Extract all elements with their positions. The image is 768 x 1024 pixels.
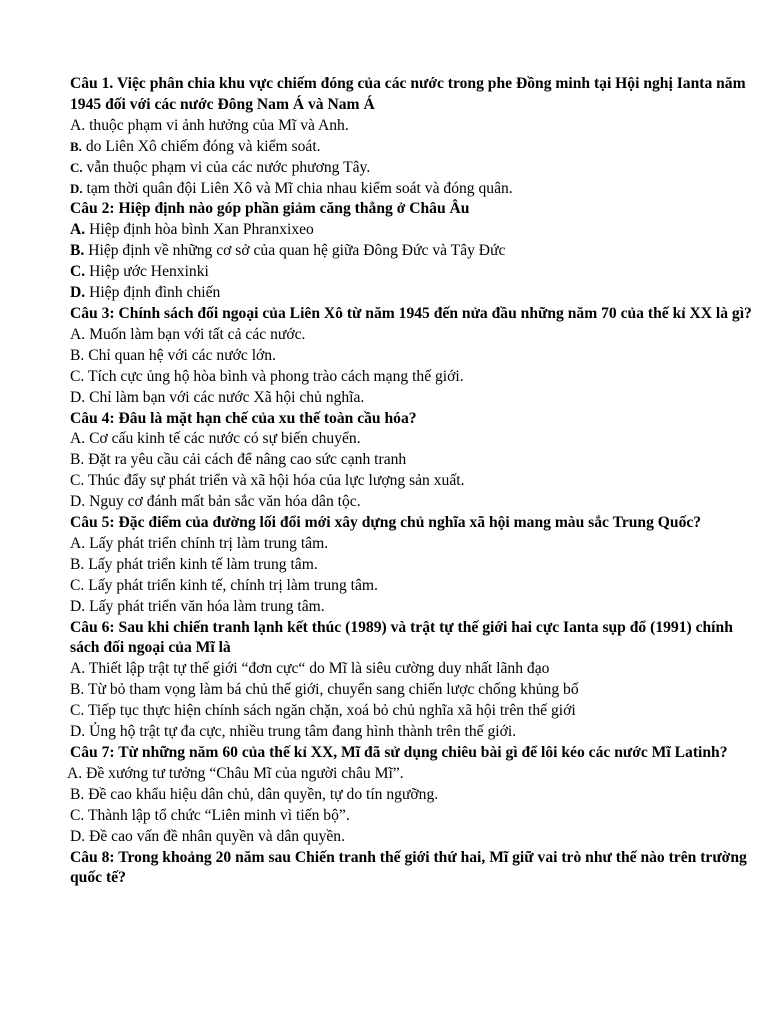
question-4-text: Câu 4: Đâu là mặt hạn chế của xu thế toàn cầu hóa? xyxy=(70,409,417,427)
question-2-option-b: B. Hiệp định về những cơ sở của quan hệ giữa Đông Đức và Tây Đức xyxy=(70,242,506,260)
question-2-option-c: C. Hiệp ước Henxinki xyxy=(70,263,209,281)
question-1-text: Câu 1. Việc phân chia khu vực chiếm đóng của các nước trong phe Đồng minh tại Hội nghị Ianta năm 1945 đối với các nước Đông Nam Á và Nam Á xyxy=(70,75,746,113)
question-5-text: Câu 5: Đặc điểm của đường lối đổi mới xây dựng chủ nghĩa xã hội mang màu sắc Trung Quốc? xyxy=(70,514,702,532)
question-5 xyxy=(70,513,752,618)
question-3-option-b: B. Chỉ quan hệ với các nước lớn. xyxy=(70,346,276,364)
question-7-option-d: D. Đề cao vấn đề nhân quyền và dân quyền. xyxy=(70,827,345,845)
question-5-option-b: B. Lấy phát triển kinh tế làm trung tâm. xyxy=(70,555,318,573)
question-5-option-a: A. Lấy phát triển chính trị làm trung tâm. xyxy=(70,534,329,552)
question-3-option-a: A. Muốn làm bạn với tất cả các nước. xyxy=(70,325,306,343)
question-6-option-a: A. Thiết lập trật tự thế giới “đơn cực“ do Mĩ là siêu cường duy nhất lãnh đạo xyxy=(70,660,550,678)
question-8 xyxy=(70,848,752,890)
question-1-option-d: D. tạm thời quân đội Liên Xô và Mĩ chia nhau kiểm soát và đóng quân. xyxy=(70,179,513,197)
question-4-option-c: C. Thúc đẩy sự phát triển và xã hội hóa của lực lượng sản xuất. xyxy=(70,472,465,490)
question-6-option-b: B. Từ bỏ tham vọng làm bá chủ thế giới, chuyển sang chiến lược chống khủng bố xyxy=(70,681,579,699)
question-1-option-b: B. do Liên Xô chiếm đóng và kiểm soát. xyxy=(70,137,321,155)
question-3-option-d: D. Chỉ làm bạn với các nước Xã hội chủ nghĩa. xyxy=(70,388,365,406)
question-2-option-a: A. Hiệp định hòa bình Xan Phranxixeo xyxy=(70,221,314,239)
question-3 xyxy=(70,304,752,409)
question-4 xyxy=(70,409,752,514)
question-6-text: Câu 6: Sau khi chiến tranh lạnh kết thúc (1989) và trật tự thế giới hai cực Ianta sụp đổ (1991) chính sách đối ngoại của Mĩ là xyxy=(70,618,733,657)
question-2-text: Câu 2: Hiệp định nào góp phần giảm căng thẳng ở Châu Âu xyxy=(70,200,470,218)
question-6 xyxy=(70,618,752,743)
exam-document xyxy=(67,74,752,889)
question-3-option-c: C. Tích cực ủng hộ hòa bình và phong trào cách mạng thế giới. xyxy=(70,367,464,385)
question-1-option-c: C. vẫn thuộc phạm vi của các nước phương Tây. xyxy=(70,158,371,176)
question-2 xyxy=(70,199,752,304)
question-6-option-d: D. Ủng hộ trật tự đa cực, nhiều trung tâm đang hình thành trên thế giới. xyxy=(70,723,517,741)
question-8-text: Câu 8: Trong khoảng 20 năm sau Chiến tranh thế giới thứ hai, Mĩ giữ vai trò như thế nào trên trường quốc tế? xyxy=(70,848,747,887)
question-1 xyxy=(70,74,752,199)
question-3-text: Câu 3: Chính sách đối ngoại của Liên Xô từ năm 1945 đến nửa đầu những năm 70 của thế kỉ XX là gì? xyxy=(70,304,752,322)
question-5-option-d: D. Lấy phát triển văn hóa làm trung tâm. xyxy=(70,597,325,615)
question-7-option-b: B. Đề cao khẩu hiệu dân chủ, dân quyền, tự do tín ngưỡng. xyxy=(70,785,439,803)
question-4-option-a: A. Cơ cấu kinh tế các nước có sự biến chuyển. xyxy=(70,430,361,448)
question-7-option-c: C. Thành lập tổ chức “Liên minh vì tiến bộ”. xyxy=(70,806,350,824)
question-7-option-a: A. Đề xướng tư tưởng “Châu Mĩ của người châu Mĩ”. xyxy=(67,764,404,782)
question-6-option-c: C. Tiếp tục thực hiện chính sách ngăn chặn, xoá bỏ chủ nghĩa xã hội trên thế giới xyxy=(70,702,576,720)
question-7 xyxy=(67,743,752,848)
question-5-option-c: C. Lấy phát triển kinh tế, chính trị làm trung tâm. xyxy=(70,576,378,594)
question-7-text: Câu 7: Từ những năm 60 của thế kỉ XX, Mĩ đã sử dụng chiêu bài gì để lôi kéo các nước Mĩ Latinh? xyxy=(70,744,728,761)
question-4-option-b: B. Đặt ra yêu cầu cải cách để nâng cao sức cạnh tranh xyxy=(70,451,407,469)
question-2-option-d: D. Hiệp định đình chiến xyxy=(70,284,221,302)
question-4-option-d: D. Nguy cơ đánh mất bản sắc văn hóa dân tộc. xyxy=(70,493,361,511)
question-1-option-a: A. thuộc phạm vi ảnh hưởng của Mĩ và Anh. xyxy=(70,116,349,134)
